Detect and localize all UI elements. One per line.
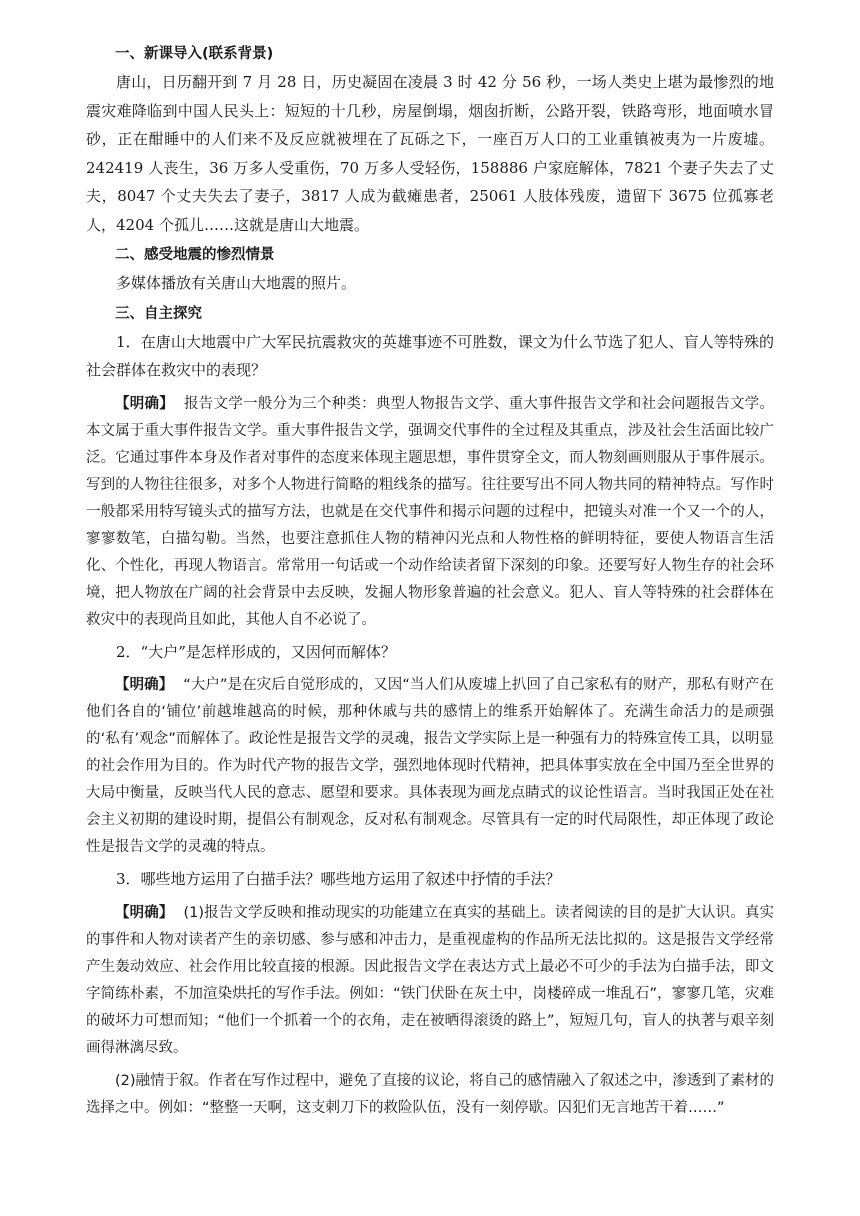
answer-2-text: “大户”是在灾后自觉形成的，又因“当人们从废墟上扒回了自己家私有的财产，那私有财产在他们各自的‘铺位’前越堆越高的时候，那种休戚与共的感情上的维系开始解体了。充满生命活力的是顽强的‘私有’观念”而解体了。政论性是报告文学的灵魂，报告文学实际上是一种强有力的特殊宣传工具，以明显的社会作用为目的。作为时代产物的报告文学，强烈地体现时代精神，把具体事实放在全中国乃至全世界的大局中衡量，反映当代人民的意志、愿望和要求。具体表现为画龙点睛式的议论性语言。当时我国正处在社会主义初期的建设时期，提倡公有制观念，反对私有制观念。尽管具有一定的时代局限性，却正体现了政论性是报告文学的灵魂的特点。 (86, 677, 774, 855)
answer-1-text: 报告文学一般分为三个种类：典型人物报告文学、重大事件报告文学和社会问题报告文学。本文属于重大事件报告文学。重大事件报告文学，强调交代事件的全过程及其重点，涉及社会生活面比较广泛。它通过事件本身及作者对事件的态度来体现主题思想，事件贯穿全文，而人物刻画则服从于事件展示。写到的人物往往很多，对多个人物进行简略的粗线条的描写。往往要写出不同人物共同的精神特点。写作时一般都采用特写镜头式的描写方法，也就是在交代事件和揭示问题的过程中，把镜头对准一个又一个的人，寥寥数笔，白描勾勒。当然，也要注意抓住人物的精神闪光点和人物性格的鲜明特征，要使人物语言生活化、个性化，再现人物语言。常常用一句话或一个动作给读者留下深刻的印象。还要写好人物生存的社会环境，把人物放在广阔的社会背景中去反映，发掘人物形象普遍的社会意义。犯人、盲人等特殊的社会群体在救灾中的表现尚且如此，其他人自不必说了。 (86, 395, 775, 628)
intro-paragraph: 唐山，日历翻开到 7 月 28 日，历史凝固在凌晨 3 时 42 分 56 秒，一场人类史上堪为最惨烈的地震灾难降临到中国人民头上：短短的十几秒，房屋倒塌，烟囱折断，公路开裂，铁路弯形，地面喷水冒砂，正在酣睡中的人们来不及反应就被埋在了瓦砾之下，一座百万人口的工业重镇被夷为一片废墟。242419 人丧生，36 万多人受重伤，70 万多人受轻伤，158886 户家庭解体，7821 个妻子失去了丈夫，8047 个丈夫失去了妻子，3817 人成为截瘫患者，25061 人肢体残废，遗留下 3675 位孤寡老人，4204 个孤儿……这就是唐山大地震。 (86, 73, 774, 234)
question-1: 1．在唐山大地震中广大军民抗震救灾的英雄事迹不可胜数，课文为什么节选了犯人、盲人等特殊的社会群体在救灾中的表现？ (86, 332, 774, 379)
answer-3-tag: 【明确】 (115, 904, 174, 921)
answer-2 (86, 672, 774, 861)
answer-3 (86, 900, 774, 1062)
answer-2-tag: 【明确】 (115, 677, 174, 693)
section-heading-inquiry: 三、自主探究 (115, 305, 202, 322)
answer-3-text: (1)报告文学反映和推动现实的功能建立在真实的基础上。读者阅读的目的是扩大认识。真实的事件和人物对读者产生的亲切感、参与感和冲击力，是重视虚构的作品所无法比拟的。这是报告文学经常产生轰动效应、社会作用比较直接的根源。因此报告文学在表达方式上最必不可少的手法为白描手法，即文字简练朴素，不加渲染烘托的写作手法。例如：“铁门伏卧在灰土中，岗楼碎成一堆乱石”，寥寥几笔，灾难的破坏力可想而知；“他们一个抓着一个的衣角，走在被晒得滚烫的路上”，短短几句，盲人的执著与艰辛刻画得淋漓尽致。 (86, 904, 774, 1056)
section-heading-intro: 一、新课导入(联系背景) (115, 46, 274, 62)
answer-1-tag: 【明确】 (115, 395, 175, 412)
question-3: 3．哪些地方运用了白描手法？哪些地方运用了叙述中抒情的手法？ (116, 870, 561, 888)
scene-paragraph: 多媒体播放有关唐山大地震的照片。 (116, 274, 357, 292)
answer-3-part-2: (2)融情于叙。作者在写作过程中，避免了直接的议论，将自己的感情融入了叙述之中，渗透到了素材的选择之中。例如：“整整一天啊，这支剌刀下的救险队伍，没有一刻停歇。囚犯们无言地苦干着……” (86, 1072, 774, 1116)
question-2: 2．“大户”是怎样形成的，又因何而解体？ (116, 642, 396, 661)
answer-1 (86, 391, 774, 634)
section-heading-scene: 二、感受地震的惨烈情景 (115, 247, 275, 263)
